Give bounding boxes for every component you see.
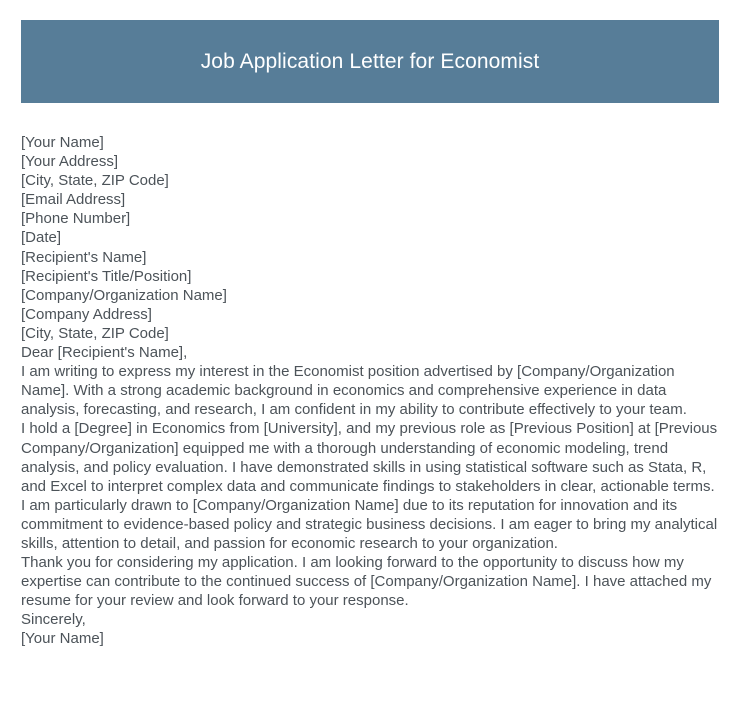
letter-line: [Email Address] <box>21 191 126 209</box>
letter-line: [Recipient's Title/Position] <box>21 267 192 285</box>
letter-line: Thank you for considering my application. I am looking forward to the opportunity to discuss how my expertise can contribute to the continued success of [Company/Organization Name]. I have attached my resume for your review and look forward to your response. <box>21 554 712 610</box>
letter-line: [Company/Organization Name] <box>21 286 227 304</box>
document-header-banner <box>21 20 719 103</box>
letter-line: [City, State, ZIP Code] <box>21 324 169 342</box>
letter-line: Dear [Recipient's Name], <box>21 344 188 362</box>
letter-line: [Your Address] <box>21 153 119 171</box>
letter-line: [City, State, ZIP Code] <box>21 172 169 190</box>
letter-line: [Your Name] <box>21 630 104 648</box>
letter-line: I am writing to express my interest in the Economist position advertised by [Company/Organization Name]. With a strong academic background in economics and comprehensive experience in data analysis, forecasting, and research, I am confident in my ability to contribute effectively to your team. <box>21 363 687 419</box>
letter-body <box>21 133 723 649</box>
letter-line: I am particularly drawn to [Company/Organization Name] due to its reputation for innovation and its commitment to evidence-based policy and strategic business decisions. I am eager to bring my analytical skills, attention to detail, and passion for economic research to your organization. <box>21 496 718 552</box>
letter-line: I hold a [Degree] in Economics from [University], and my previous role as [Previous Position] at [Previous Company/Organization] equipped me with a thorough understanding of economic modeling, trend analysis, and policy evaluation. I have demonstrated skills in using statistical software such as Stata, R, and Excel to interpret complex data and communicate findings to stakeholders in clear, actionable terms. <box>21 420 718 495</box>
letter-line: [Date] <box>21 229 62 247</box>
letter-line: [Your Name] <box>21 134 104 151</box>
letter-line: [Recipient's Name] <box>21 248 147 266</box>
letter-line: [Phone Number] <box>21 210 131 228</box>
page-title: Job Application Letter for Economist <box>200 49 540 73</box>
letter-line: [Company Address] <box>21 305 152 323</box>
letter-line: Sincerely, <box>21 611 86 629</box>
